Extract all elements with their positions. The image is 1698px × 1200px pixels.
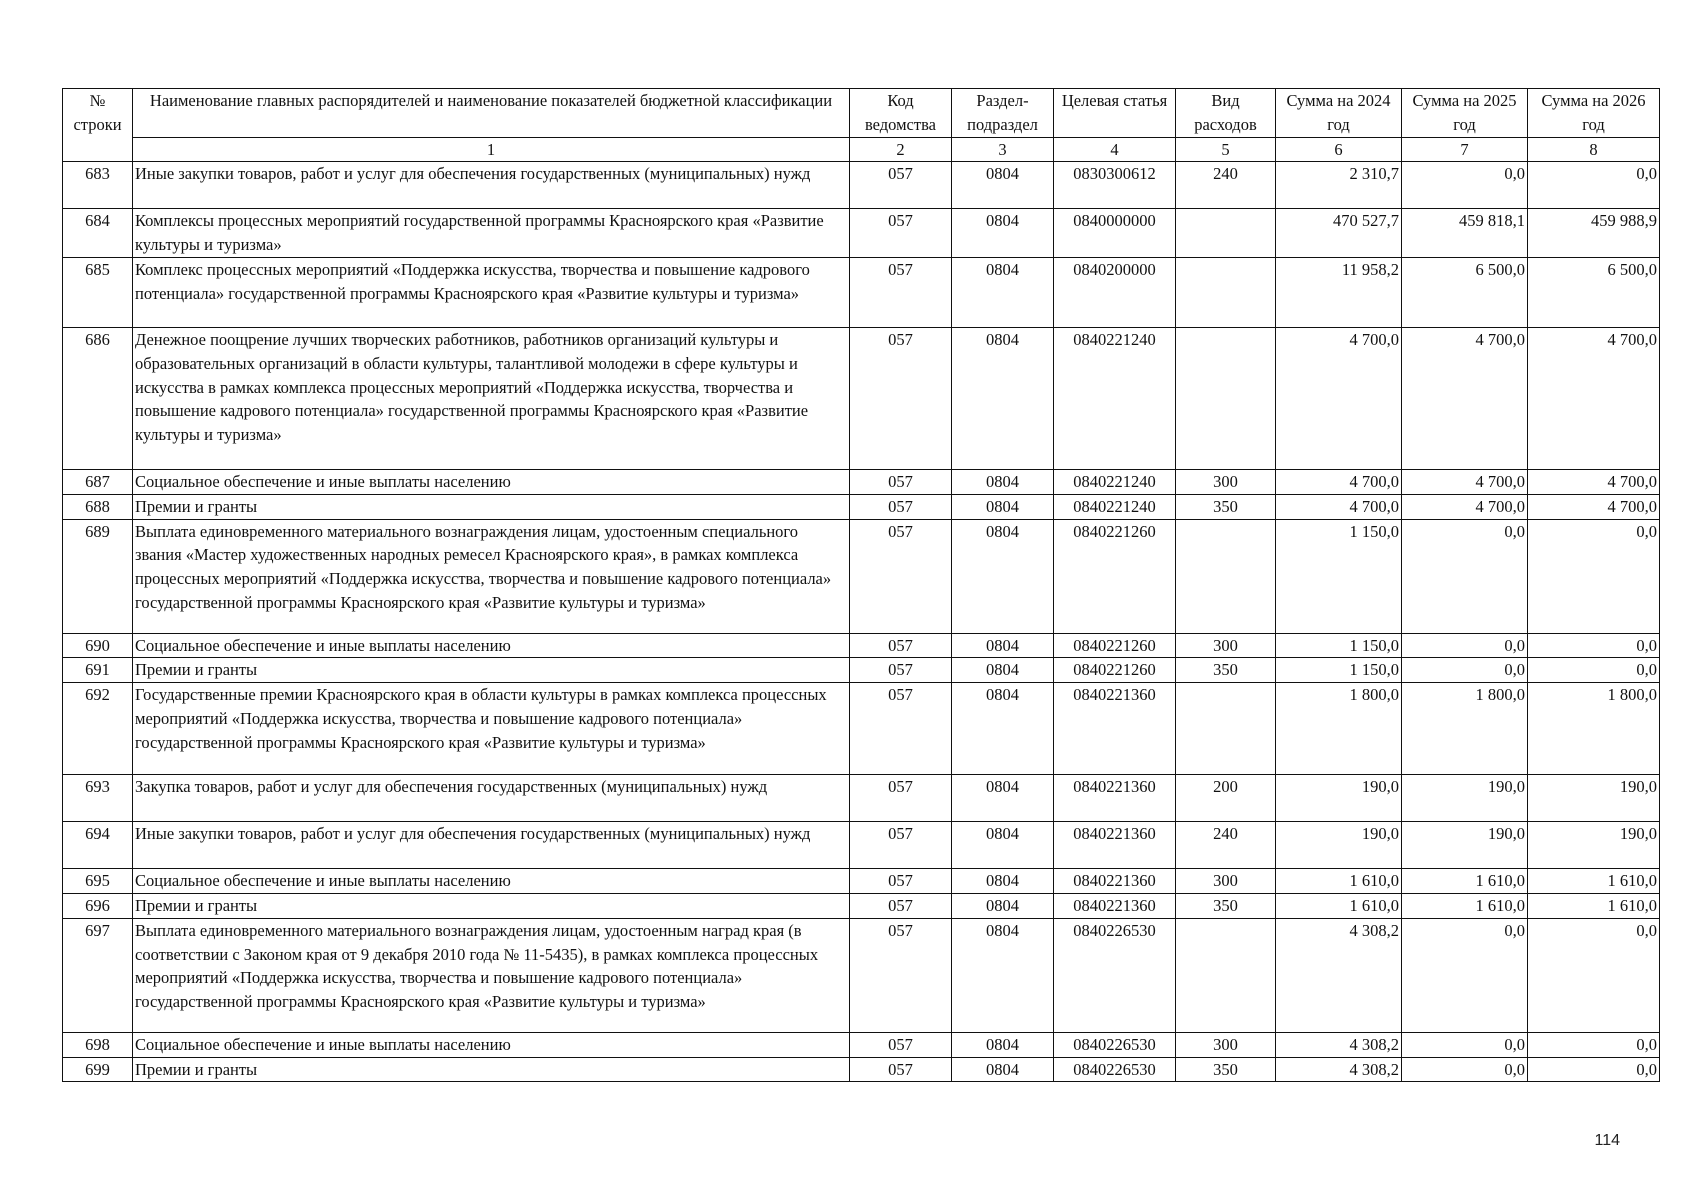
- sum-2026: 0,0: [1528, 1057, 1660, 1082]
- row-name: Комплекс процессных мероприятий «Поддержка искусства, творчества и повышение кадрового потенциала» государственной программы Красноярского края «Развитие культуры и туризма»: [133, 257, 850, 327]
- section-code: 0804: [952, 822, 1054, 869]
- sum-2026: 1 610,0: [1528, 869, 1660, 894]
- section-code: 0804: [952, 918, 1054, 1032]
- expense-type-code: 350: [1176, 893, 1276, 918]
- section-code: 0804: [952, 893, 1054, 918]
- sum-2026: 0,0: [1528, 633, 1660, 658]
- table-row: [63, 1032, 1660, 1057]
- row-name: Выплата единовременного материального вознаграждения лицам, удостоенным специального звания «Мастер художественных народных ремесел Красноярского края», в рамках комплекса процессных мероприятий «Поддержка искусства, творчества и повышение кадрового потенциала» государственной программы Красноярского края «Развитие культуры и туризма»: [133, 519, 850, 633]
- dept-code: 057: [850, 519, 952, 633]
- row-name: Денежное поощрение лучших творческих работников, работников организаций культуры и образовательных организаций в области культуры, талантливой молодежи в сфере культуры и искусства в рамках комплекса процессных мероприятий «Поддержка искусства, творчества и повышение кадрового потенциала» государственной программы Красноярского края «Развитие культуры и туризма»: [133, 327, 850, 469]
- dept-code: 057: [850, 633, 952, 658]
- row-number: 694: [63, 822, 133, 869]
- expense-type-code: [1176, 519, 1276, 633]
- row-name: Премии и гранты: [133, 494, 850, 519]
- row-number: 699: [63, 1057, 133, 1082]
- dept-code: 057: [850, 1032, 952, 1057]
- sum-2026: 4 700,0: [1528, 327, 1660, 469]
- row-name: Социальное обеспечение и иные выплаты населению: [133, 633, 850, 658]
- header-row-no: № строки: [63, 89, 133, 162]
- row-number: 697: [63, 918, 133, 1032]
- sum-2025: 1 610,0: [1402, 869, 1528, 894]
- target-code: 0840221360: [1054, 683, 1176, 775]
- row-name: Иные закупки товаров, работ и услуг для обеспечения государственных (муниципальных) нужд: [133, 822, 850, 869]
- sum-2025: 1 610,0: [1402, 893, 1528, 918]
- header-sum-2024: Сумма на 2024 год: [1276, 89, 1402, 138]
- expense-type-code: 240: [1176, 162, 1276, 209]
- expense-type-code: 350: [1176, 1057, 1276, 1082]
- dept-code: 057: [850, 1057, 952, 1082]
- sum-2025: 0,0: [1402, 918, 1528, 1032]
- row-number: 685: [63, 257, 133, 327]
- sum-2025: 459 818,1: [1402, 209, 1528, 258]
- sum-2025: 4 700,0: [1402, 494, 1528, 519]
- section-code: 0804: [952, 209, 1054, 258]
- section-code: 0804: [952, 469, 1054, 494]
- sum-2026: 1 800,0: [1528, 683, 1660, 775]
- dept-code: 057: [850, 893, 952, 918]
- dept-code: 057: [850, 494, 952, 519]
- header-section: Раздел-подраздел: [952, 89, 1054, 138]
- target-code: 0840000000: [1054, 209, 1176, 258]
- row-name: Премии и гранты: [133, 893, 850, 918]
- column-number: 2: [850, 137, 952, 162]
- sum-2025: 1 800,0: [1402, 683, 1528, 775]
- expense-type-code: [1176, 683, 1276, 775]
- row-number: 690: [63, 633, 133, 658]
- header-name: Наименование главных распорядителей и наименование показателей бюджетной классификации: [133, 89, 850, 138]
- table-row: [63, 683, 1660, 775]
- sum-2024: 1 610,0: [1276, 893, 1402, 918]
- row-name: Социальное обеспечение и иные выплаты населению: [133, 869, 850, 894]
- expense-type-code: 300: [1176, 1032, 1276, 1057]
- sum-2024: 1 150,0: [1276, 633, 1402, 658]
- expense-type-code: 350: [1176, 494, 1276, 519]
- target-code: 0840226530: [1054, 918, 1176, 1032]
- sum-2026: 0,0: [1528, 1032, 1660, 1057]
- table-row: [63, 1057, 1660, 1082]
- row-number: 688: [63, 494, 133, 519]
- row-name: Социальное обеспечение и иные выплаты населению: [133, 469, 850, 494]
- table-row: [63, 918, 1660, 1032]
- expense-type-code: [1176, 327, 1276, 469]
- row-number: 687: [63, 469, 133, 494]
- sum-2026: 0,0: [1528, 658, 1660, 683]
- sum-2025: 6 500,0: [1402, 257, 1528, 327]
- target-code: 0840221240: [1054, 469, 1176, 494]
- table-body: [63, 162, 1660, 1082]
- target-code: 0840226530: [1054, 1057, 1176, 1082]
- dept-code: 057: [850, 822, 952, 869]
- header-target: Целевая статья: [1054, 89, 1176, 138]
- sum-2026: 459 988,9: [1528, 209, 1660, 258]
- sum-2026: 0,0: [1528, 162, 1660, 209]
- expense-type-code: 200: [1176, 775, 1276, 822]
- section-code: 0804: [952, 1057, 1054, 1082]
- column-number: 5: [1176, 137, 1276, 162]
- column-number: 7: [1402, 137, 1528, 162]
- section-code: 0804: [952, 1032, 1054, 1057]
- sum-2025: 0,0: [1402, 162, 1528, 209]
- section-code: 0804: [952, 658, 1054, 683]
- expense-type-code: 350: [1176, 658, 1276, 683]
- row-name: Иные закупки товаров, работ и услуг для обеспечения государственных (муниципальных) нужд: [133, 162, 850, 209]
- section-code: 0804: [952, 633, 1054, 658]
- dept-code: 057: [850, 162, 952, 209]
- sum-2025: 0,0: [1402, 1057, 1528, 1082]
- row-number: 692: [63, 683, 133, 775]
- table-header: [63, 89, 1660, 162]
- sum-2026: 4 700,0: [1528, 469, 1660, 494]
- table-row: [63, 327, 1660, 469]
- target-code: 0840221360: [1054, 822, 1176, 869]
- dept-code: 057: [850, 683, 952, 775]
- header-expense-type: Вид расходов: [1176, 89, 1276, 138]
- dept-code: 057: [850, 918, 952, 1032]
- page-number: 114: [1594, 1132, 1620, 1149]
- column-number: 1: [133, 137, 850, 162]
- sum-2025: 0,0: [1402, 519, 1528, 633]
- row-number: 686: [63, 327, 133, 469]
- expense-type-code: [1176, 257, 1276, 327]
- row-name: Выплата единовременного материального вознаграждения лицам, удостоенным наград края (в соответствии с Законом края от 9 декабря 2010 года № 11-5435), в рамках комплекса процессных мероприятий «Поддержка искусства, творчества и повышение кадрового потенциала» государственной программы Красноярского края «Развитие культуры и туризма»: [133, 918, 850, 1032]
- sum-2024: 190,0: [1276, 822, 1402, 869]
- table-row: [63, 519, 1660, 633]
- table-row: [63, 822, 1660, 869]
- row-number: 695: [63, 869, 133, 894]
- sum-2024: 1 150,0: [1276, 658, 1402, 683]
- target-code: 0840221240: [1054, 494, 1176, 519]
- target-code: 0840221360: [1054, 869, 1176, 894]
- row-number: 696: [63, 893, 133, 918]
- row-number: 683: [63, 162, 133, 209]
- target-code: 0840221260: [1054, 519, 1176, 633]
- row-name: Премии и гранты: [133, 658, 850, 683]
- sum-2024: 470 527,7: [1276, 209, 1402, 258]
- table-row: [63, 869, 1660, 894]
- column-number: 3: [952, 137, 1054, 162]
- sum-2024: 1 800,0: [1276, 683, 1402, 775]
- sum-2024: 4 700,0: [1276, 327, 1402, 469]
- section-code: 0804: [952, 257, 1054, 327]
- table-row: [63, 209, 1660, 258]
- section-code: 0804: [952, 162, 1054, 209]
- table-row: [63, 633, 1660, 658]
- dept-code: 057: [850, 869, 952, 894]
- expense-type-code: [1176, 209, 1276, 258]
- target-code: 0840221260: [1054, 658, 1176, 683]
- row-number: 698: [63, 1032, 133, 1057]
- section-code: 0804: [952, 775, 1054, 822]
- row-number: 689: [63, 519, 133, 633]
- section-code: 0804: [952, 869, 1054, 894]
- expense-type-code: 300: [1176, 869, 1276, 894]
- sum-2025: 0,0: [1402, 658, 1528, 683]
- target-code: 0840200000: [1054, 257, 1176, 327]
- sum-2024: 1 150,0: [1276, 519, 1402, 633]
- table-row: [63, 257, 1660, 327]
- row-name: Премии и гранты: [133, 1057, 850, 1082]
- row-number: 693: [63, 775, 133, 822]
- row-name: Социальное обеспечение и иные выплаты населению: [133, 1032, 850, 1057]
- table-row: [63, 658, 1660, 683]
- row-name: Закупка товаров, работ и услуг для обеспечения государственных (муниципальных) нужд: [133, 775, 850, 822]
- section-code: 0804: [952, 327, 1054, 469]
- expense-type-code: 300: [1176, 469, 1276, 494]
- sum-2024: 4 308,2: [1276, 1057, 1402, 1082]
- column-number: 8: [1528, 137, 1660, 162]
- sum-2025: 190,0: [1402, 822, 1528, 869]
- expense-type-code: [1176, 918, 1276, 1032]
- header-sum-2025: Сумма на 2025 год: [1402, 89, 1528, 138]
- dept-code: 057: [850, 257, 952, 327]
- sum-2026: 190,0: [1528, 775, 1660, 822]
- table-row: [63, 775, 1660, 822]
- sum-2024: 4 700,0: [1276, 469, 1402, 494]
- expense-type-code: 300: [1176, 633, 1276, 658]
- section-code: 0804: [952, 683, 1054, 775]
- sum-2024: 4 308,2: [1276, 1032, 1402, 1057]
- sum-2025: 190,0: [1402, 775, 1528, 822]
- section-code: 0804: [952, 494, 1054, 519]
- dept-code: 057: [850, 658, 952, 683]
- row-name: Комплексы процессных мероприятий государственной программы Красноярского края «Развитие культуры и туризма»: [133, 209, 850, 258]
- target-code: 0840221360: [1054, 893, 1176, 918]
- sum-2024: 190,0: [1276, 775, 1402, 822]
- sum-2024: 1 610,0: [1276, 869, 1402, 894]
- sum-2024: 2 310,7: [1276, 162, 1402, 209]
- sum-2026: 0,0: [1528, 519, 1660, 633]
- sum-2026: 4 700,0: [1528, 494, 1660, 519]
- table-row: [63, 893, 1660, 918]
- sum-2026: 1 610,0: [1528, 893, 1660, 918]
- section-code: 0804: [952, 519, 1054, 633]
- sum-2024: 4 308,2: [1276, 918, 1402, 1032]
- target-code: 0830300612: [1054, 162, 1176, 209]
- table-row: [63, 162, 1660, 209]
- dept-code: 057: [850, 209, 952, 258]
- dept-code: 057: [850, 469, 952, 494]
- header-dept-code: Код ведомства: [850, 89, 952, 138]
- sum-2026: 0,0: [1528, 918, 1660, 1032]
- row-number: 684: [63, 209, 133, 258]
- sum-2025: 4 700,0: [1402, 469, 1528, 494]
- dept-code: 057: [850, 327, 952, 469]
- sum-2024: 11 958,2: [1276, 257, 1402, 327]
- header-row: [63, 89, 1660, 138]
- budget-table: [62, 88, 1660, 1082]
- sum-2026: 190,0: [1528, 822, 1660, 869]
- row-name: Государственные премии Красноярского края в области культуры в рамках комплекса процессных мероприятий «Поддержка искусства, творчества и повышение кадрового потенциала» государственной программы Красноярского края «Развитие культуры и туризма»: [133, 683, 850, 775]
- target-code: 0840226530: [1054, 1032, 1176, 1057]
- target-code: 0840221260: [1054, 633, 1176, 658]
- expense-type-code: 240: [1176, 822, 1276, 869]
- header-sum-2026: Сумма на 2026 год: [1528, 89, 1660, 138]
- table-row: [63, 494, 1660, 519]
- sum-2025: 4 700,0: [1402, 327, 1528, 469]
- sum-2026: 6 500,0: [1528, 257, 1660, 327]
- sum-2024: 4 700,0: [1276, 494, 1402, 519]
- target-code: 0840221240: [1054, 327, 1176, 469]
- dept-code: 057: [850, 775, 952, 822]
- target-code: 0840221360: [1054, 775, 1176, 822]
- sum-2025: 0,0: [1402, 1032, 1528, 1057]
- column-number: 4: [1054, 137, 1176, 162]
- sum-2025: 0,0: [1402, 633, 1528, 658]
- column-number: 6: [1276, 137, 1402, 162]
- column-number-row: [63, 137, 1660, 162]
- row-number: 691: [63, 658, 133, 683]
- table-row: [63, 469, 1660, 494]
